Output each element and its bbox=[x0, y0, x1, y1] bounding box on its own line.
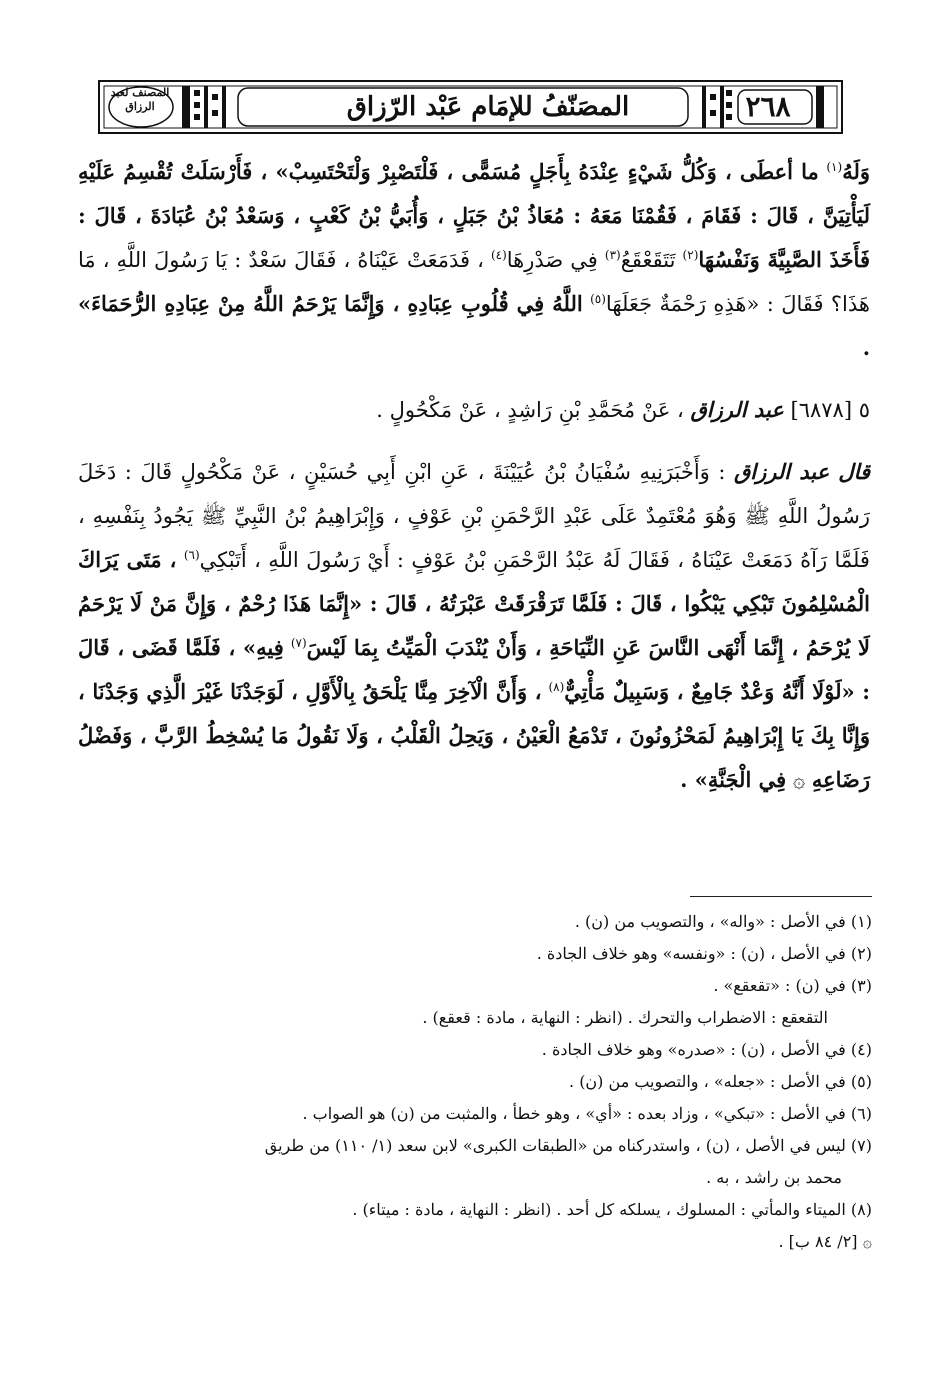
footnotes bbox=[90, 906, 872, 1258]
footnote-3-gloss: التقعقع : الاضطراب والتحرك . (انظر : النهاية ، مادة : قعقع) . bbox=[422, 1008, 828, 1027]
folio-reference: ۞ [٢/ ٨٤ ب] . bbox=[778, 1232, 872, 1251]
footnote-divider bbox=[690, 896, 872, 897]
header-title: المصَنّفُ للإمَام عَبْد الرّزاق bbox=[346, 92, 630, 122]
footnote-5: (٥) في الأصل : «جعله» ، والتصويب من (ن) . bbox=[569, 1072, 872, 1091]
footnote-ref-2: (٢) bbox=[682, 248, 699, 262]
footnote-3: (٣) في (ن) : «تقعقع» . bbox=[713, 976, 872, 995]
footnote-7-cont: محمد بن راشد ، به . bbox=[706, 1168, 842, 1187]
footnote-6: (٦) في الأصل : «تبكي» ، وزاد بعده : «أي» ، وهو خطأ ، والمثبت من (ن) هو الصواب . bbox=[302, 1104, 872, 1123]
hadith-marker: ٥ bbox=[858, 398, 870, 422]
footnote-ref-6: (٦) bbox=[183, 548, 200, 562]
text-segment: تَتَقَعْقَعُ bbox=[620, 248, 676, 272]
text-segment: فِي صَدْرِهَا bbox=[506, 248, 598, 272]
footnote-1: (١) في الأصل : «واله» ، والتصويب من (ن) . bbox=[574, 912, 872, 931]
footnote-ref-5: (٥) bbox=[590, 292, 606, 306]
footnote-7: (٧) ليس في الأصل ، (ن) ، واستدركناه من «الطبقات الكبرى» لابن سعد (١/ ١١٠) من طريق bbox=[264, 1136, 872, 1155]
paragraph-2 bbox=[78, 388, 870, 432]
page-number: ٢٦٨ bbox=[745, 90, 791, 123]
text-segment: ، عَنْ مُحَمَّدِ بْنِ رَاشِدٍ ، عَنْ مَكْحُولٍ . bbox=[376, 398, 684, 422]
text-segment: ، فَدَمَعَتْ عَيْنَاهُ ، فَقَالَ سَعْدٌ : يَا رَسُولَ اللَّهِ ، مَا هَذَا؟ فَقَالَ : «هَذِهِ رَحْمَةٌ جَعَلَهَا bbox=[78, 248, 870, 316]
footnote-ref-4: (٤) bbox=[490, 248, 507, 262]
footnote-ref-8: (٨) bbox=[548, 680, 565, 694]
page-header bbox=[98, 80, 843, 134]
footnote-ref-7: (٧) bbox=[290, 636, 307, 650]
text-segment: فِي الْجَنَّةِ» . bbox=[680, 767, 787, 792]
main-text bbox=[78, 150, 870, 802]
text-segment: فِيهِ» ، فَلَمَّا قَضَى ، قَالَ : «لَوْلَا أَنَّهُ وَعْدٌ جَامِعٌ ، وَسَبِيلٌ مَأْتِيٌّ bbox=[78, 635, 870, 704]
text-segment: : وَأَخْبَرَنِيهِ سُفْيَانُ بْنُ عُيَيْنَةَ ، عَنِ ابْنِ أَبِي حُسَيْنٍ ، عَنْ مَكْحُولٍ قَالَ : دَخَلَ رَسُولُ اللَّهِ ﷺ وَهُوَ مُعْتَمِدٌ عَلَى عَبْدِ الرَّحْمَنِ بْنِ عَوْفٍ ، وَإِبْرَاهِيمُ بْنُ النَّبِيِّ ﷺ يَجُودُ بِنَفْسِهِ ، فَلَمَّا رَآهُ دَمَعَتْ عَيْنَاهُ ، فَقَالَ لَهُ عَبْدُ الرَّحْمَنِ بْنُ عَوْفٍ : أَيْ رَسُولَ اللَّهِ ، أَتَبْكِي bbox=[78, 460, 870, 572]
footnote-4: (٤) في الأصل ، (ن) : «صدره» وهو خلاف الجادة . bbox=[541, 1040, 872, 1059]
text-segment: ، وَأَنَّ الْآخِرَ مِنَّا يَلْحَقُ بِالْأَوَّلِ ، لَوَجَدْنَا غَيْرَ الَّذِي وَجَدْنَا ، وَإِنَّا بِكَ يَا إِبْرَاهِيمُ لَمَحْزُونُونَ ، تَدْمَعُ الْعَيْنُ ، وَيَحِلُ الْقَلْبُ ، وَلَا نَقُولُ مَا يُسْخِطُ الرَّبَّ ، وَفَضْلُ رَضَاعِهِ bbox=[78, 679, 870, 792]
footnote-8: (٨) الميتاء والمأتي : المسلوك ، يسلكه كل أحد . (انظر : النهاية ، مادة : ميتاء) . bbox=[352, 1200, 872, 1219]
text-segment: اللَّهُ فِي قُلُوبِ عِبَادِهِ ، وَإِنَّمَا يَرْحَمُ اللَّهُ مِنْ عِبَادِهِ الرُّحَمَاءَ» . bbox=[78, 291, 870, 360]
header-logo: المصنف لعبد الرزاق bbox=[110, 86, 170, 113]
footnote-2: (٢) في الأصل ، (ن) : «ونفسه» وهو خلاف الجادة . bbox=[536, 944, 872, 963]
folio-mark: ۞ bbox=[792, 768, 806, 792]
paragraph-1 bbox=[78, 150, 870, 370]
footnote-ref-1: (١) bbox=[826, 160, 843, 174]
author-lead: قال عبد الرزاق bbox=[733, 459, 871, 484]
text-segment: وَلَهُ bbox=[842, 159, 870, 184]
hadith-number: [٦٨٧٨] bbox=[790, 398, 853, 422]
paragraph-3 bbox=[78, 450, 870, 802]
text-segment: ، مَتَى يَرَاكَ الْمُسْلِمُونَ تَبْكِي يَبْكُوا ، قَالَ : فَلَمَّا تَرَقْرَقَتْ عَبْرَتُهُ ، قَالَ : «إِنَّمَا هَذَا رُحْمٌ ، وَإِنَّ مَنْ لَا يَرْحَمُ لَا يُرْحَمُ ، إِنَّمَا أَنْهَى النَّاسَ عَنِ النِّيَاحَةِ ، وَأَنْ يُنْدَبَ الْمَيِّتُ بِمَا لَيْسَ bbox=[78, 547, 870, 660]
footnote-ref-3: (٣) bbox=[604, 248, 621, 262]
text-segment: ما أعطَى ، وَكُلُّ شَيْءٍ عِنْدَهُ بِأَجَلٍ مُسَمًّى ، فَلْتَصْبِرْ وَلْتَحْتَسِبْ» ، فَأَرْسَلَتْ تُقْسِمُ عَلَيْهِ لَيَأْتِيَنَّ ، قَالَ : فَقَامَ ، فَقُمْنَا مَعَهُ : مُعَاذُ بْنُ جَبَلٍ ، وَأُبَيُّ بْنُ كَعْبٍ ، وَسَعْدُ بْنُ عُبَادَةَ ، قَالَ : فَأَخَذَ الصَّبِيَّةَ وَنَفْسُهَا bbox=[78, 159, 870, 272]
author-name: عبد الرزاق bbox=[690, 397, 784, 422]
